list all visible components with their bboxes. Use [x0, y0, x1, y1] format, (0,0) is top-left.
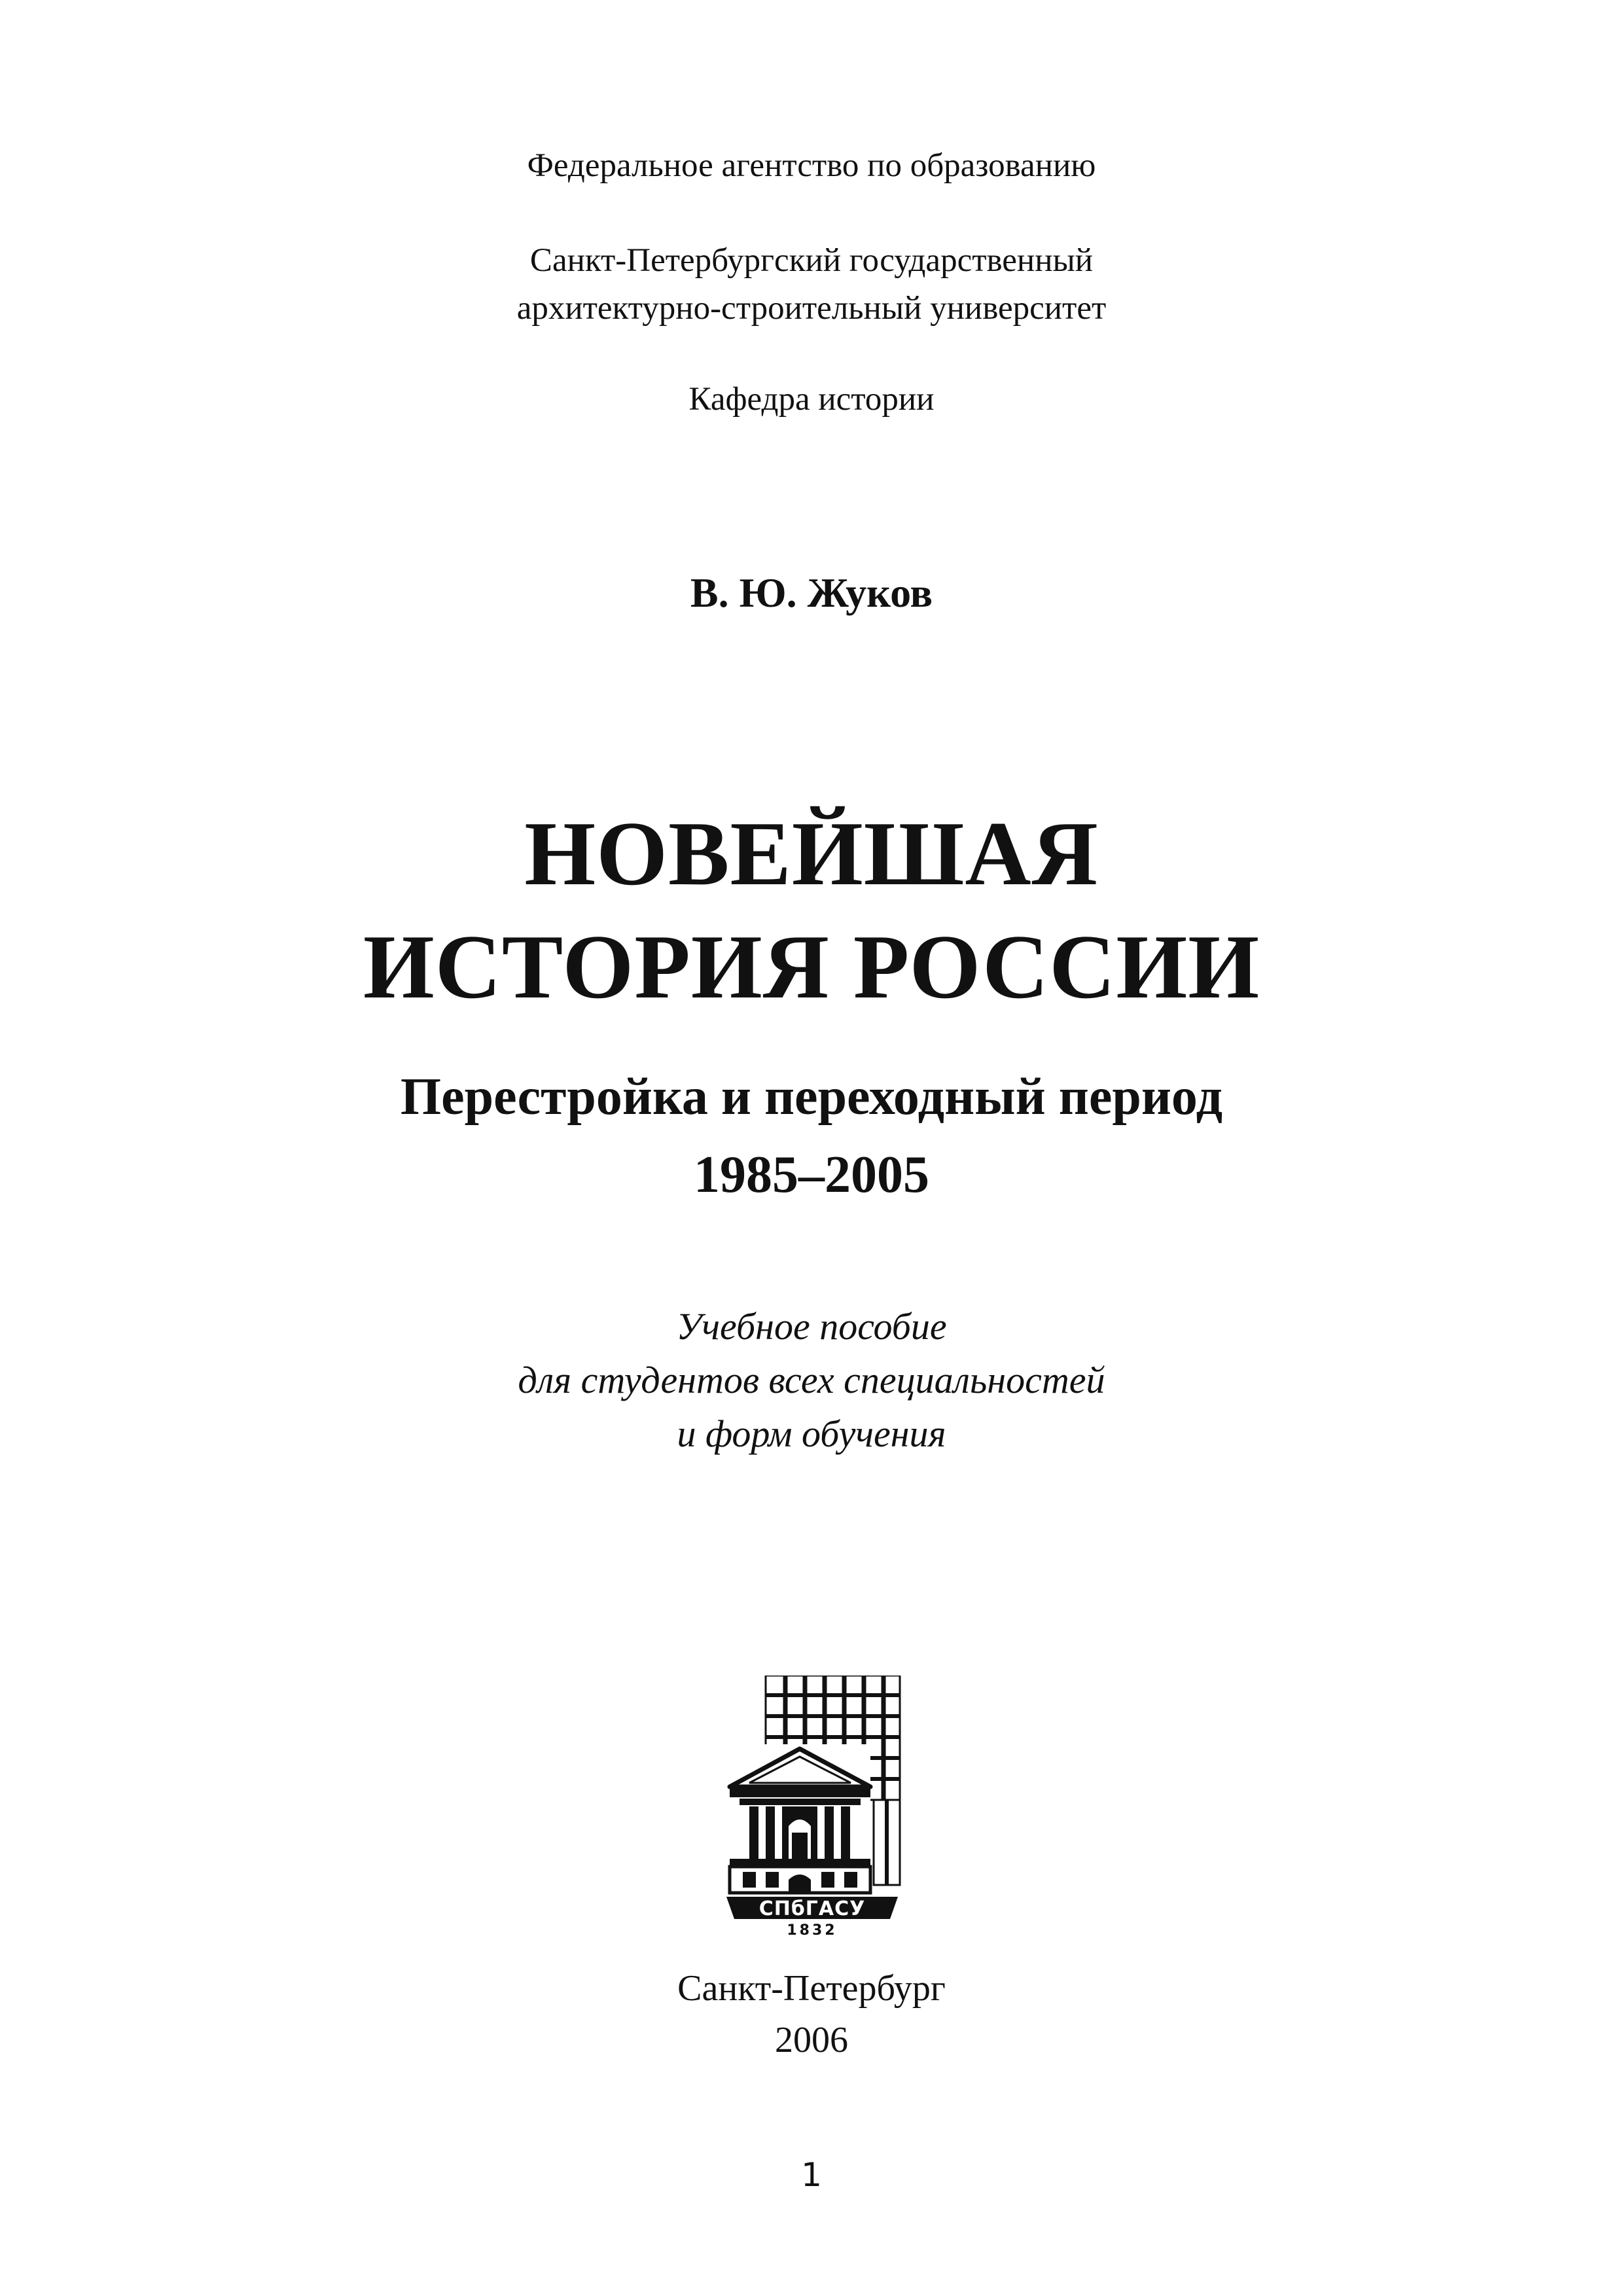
- title-line2: ИСТОРИЯ РОССИИ: [363, 916, 1260, 1018]
- author-name: В. Ю. Жуков: [690, 569, 933, 616]
- subtitle-line1: Перестройка и переходный период: [400, 1068, 1223, 1126]
- university-emblem: [726, 1676, 903, 1937]
- purpose-line1: Учебное пособие: [676, 1305, 947, 1348]
- purpose-line3: и форм обучения: [677, 1412, 946, 1455]
- university-name-line1: Санкт-Петербургский государственный: [529, 242, 1094, 279]
- imprint-city: Санкт-Петербург: [677, 1968, 946, 2009]
- emblem-building: [730, 1744, 870, 1895]
- department-name: Кафедра истории: [688, 381, 935, 418]
- title-line1: НОВЕЙШАЯ: [524, 803, 1099, 905]
- emblem-year: 1832: [787, 1922, 838, 1937]
- imprint-year: 2006: [775, 2020, 848, 2060]
- university-name-line2: архитектурно-строительный университет: [516, 290, 1107, 327]
- subtitle-years: 1985–2005: [694, 1146, 929, 1204]
- page-number: 1: [801, 2156, 822, 2194]
- agency-name: Федеральное агентство по образованию: [527, 147, 1096, 184]
- emblem-text: СПбГАСУ: [758, 1897, 866, 1920]
- purpose-line2: для студентов всех специальностей: [518, 1359, 1105, 1401]
